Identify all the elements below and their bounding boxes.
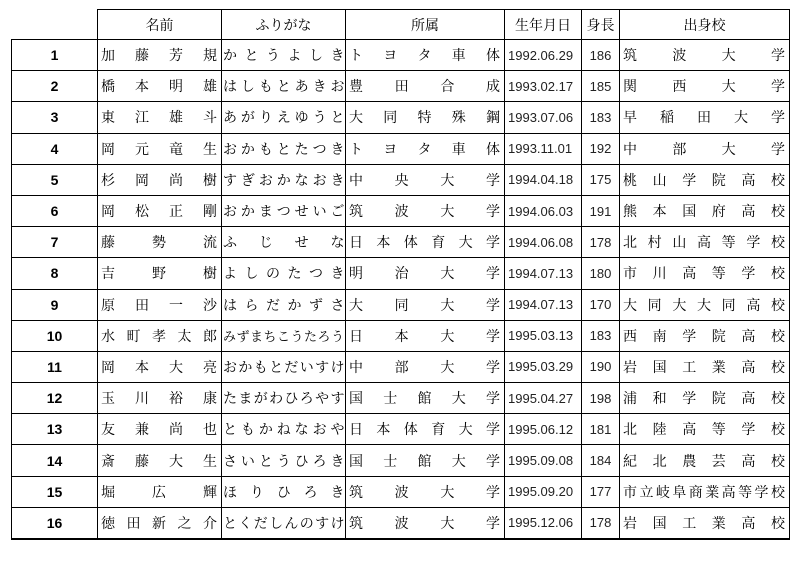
table-row (12, 445, 790, 476)
row-number: 10 (12, 320, 98, 351)
player-school: 関西大学 (620, 71, 790, 102)
row-number: 14 (12, 445, 98, 476)
player-height: 185 (582, 71, 620, 102)
player-furigana: ふじせな (222, 227, 346, 258)
row-number: 2 (12, 71, 98, 102)
player-height: 178 (582, 227, 620, 258)
player-height: 191 (582, 195, 620, 226)
row-number: 8 (12, 258, 98, 289)
player-birthdate: 1994.07.13 (505, 289, 582, 320)
player-name: 杉岡尚樹 (98, 164, 222, 195)
player-height: 178 (582, 507, 620, 538)
player-school: 浦和学院高校 (620, 383, 790, 414)
roster-table (11, 9, 790, 540)
player-school: 桃山学院高校 (620, 164, 790, 195)
player-school: 市川高等学校 (620, 258, 790, 289)
player-furigana: かとうよしき (222, 40, 346, 71)
player-school: 中部大学 (620, 133, 790, 164)
player-name: 水町孝太郎 (98, 320, 222, 351)
player-furigana: あがりえゆうと (222, 102, 346, 133)
row-number: 13 (12, 414, 98, 445)
player-birthdate: 1995.09.08 (505, 445, 582, 476)
table-row (12, 383, 790, 414)
table-row (12, 289, 790, 320)
header-team: 所属 (346, 10, 505, 40)
player-school: 筑波大学 (620, 40, 790, 71)
player-birthdate: 1993.02.17 (505, 71, 582, 102)
player-team: 明治大学 (346, 258, 505, 289)
player-furigana: おかもとだいすけ (222, 351, 346, 382)
table-row (12, 133, 790, 164)
player-name: 玉川裕康 (98, 383, 222, 414)
player-height: 177 (582, 476, 620, 507)
player-team: 大同大学 (346, 289, 505, 320)
player-school: 岩国工業高校 (620, 351, 790, 382)
table-row (12, 102, 790, 133)
player-height: 183 (582, 320, 620, 351)
player-birthdate: 1995.06.12 (505, 414, 582, 445)
player-name: 堀広輝 (98, 476, 222, 507)
player-name: 斎藤大生 (98, 445, 222, 476)
player-furigana: さいとうひろき (222, 445, 346, 476)
player-furigana: よしのたつき (222, 258, 346, 289)
player-furigana: おかまつせいご (222, 195, 346, 226)
player-school: 熊本国府高校 (620, 195, 790, 226)
player-school: 西南学院高校 (620, 320, 790, 351)
player-name: 加藤芳規 (98, 40, 222, 71)
player-team: トヨタ車体 (346, 133, 505, 164)
player-team: 国士館大学 (346, 445, 505, 476)
player-school: 大同大大同高校 (620, 289, 790, 320)
table-row (12, 195, 790, 226)
header-no (12, 10, 98, 40)
player-birthdate: 1995.03.29 (505, 351, 582, 382)
row-number: 1 (12, 40, 98, 71)
table-row (12, 320, 790, 351)
table-row (12, 164, 790, 195)
header-name: 名前 (98, 10, 222, 40)
player-birthdate: 1995.12.06 (505, 507, 582, 538)
header-dob: 生年月日 (505, 10, 582, 40)
player-furigana: たまがわひろやす (222, 383, 346, 414)
row-number: 11 (12, 351, 98, 382)
player-furigana: すぎおかなおき (222, 164, 346, 195)
player-height: 180 (582, 258, 620, 289)
player-furigana: はしもとあきお (222, 71, 346, 102)
table-row (12, 351, 790, 382)
player-name: 徳田新之介 (98, 507, 222, 538)
player-team: 中部大学 (346, 351, 505, 382)
player-school: 紀北農芸高校 (620, 445, 790, 476)
row-number: 3 (12, 102, 98, 133)
player-height: 184 (582, 445, 620, 476)
player-name: 吉野樹 (98, 258, 222, 289)
player-birthdate: 1993.07.06 (505, 102, 582, 133)
player-team: 中央大学 (346, 164, 505, 195)
player-school: 北村山高等学校 (620, 227, 790, 258)
row-number: 6 (12, 195, 98, 226)
player-furigana: みずまちこうたろう (222, 320, 346, 351)
table-row (12, 40, 790, 71)
player-furigana: ほりひろき (222, 476, 346, 507)
table-row (12, 227, 790, 258)
player-height: 175 (582, 164, 620, 195)
header-height: 身長 (582, 10, 620, 40)
player-birthdate: 1993.11.01 (505, 133, 582, 164)
player-height: 170 (582, 289, 620, 320)
player-school: 市立岐阜商業高等学校 (620, 476, 790, 507)
player-team: 豊田合成 (346, 71, 505, 102)
player-height: 183 (582, 102, 620, 133)
player-birthdate: 1994.06.03 (505, 195, 582, 226)
player-height: 181 (582, 414, 620, 445)
row-number: 9 (12, 289, 98, 320)
player-name: 東江雄斗 (98, 102, 222, 133)
table-row (12, 507, 790, 538)
player-birthdate: 1994.04.18 (505, 164, 582, 195)
player-team: 日本体育大学 (346, 414, 505, 445)
player-name: 岡元竜生 (98, 133, 222, 164)
player-furigana: おかもとたつき (222, 133, 346, 164)
table-body (12, 40, 790, 539)
player-furigana: とくだしんのすけ (222, 507, 346, 538)
player-height: 186 (582, 40, 620, 71)
player-name: 岡松正剛 (98, 195, 222, 226)
player-birthdate: 1992.06.29 (505, 40, 582, 71)
player-name: 橋本明雄 (98, 71, 222, 102)
row-number: 4 (12, 133, 98, 164)
player-team: 日本体育大学 (346, 227, 505, 258)
player-birthdate: 1994.06.08 (505, 227, 582, 258)
player-school: 早稲田大学 (620, 102, 790, 133)
row-number: 15 (12, 476, 98, 507)
player-name: 藤勢流 (98, 227, 222, 258)
player-team: 日本大学 (346, 320, 505, 351)
player-team: 筑波大学 (346, 195, 505, 226)
player-height: 190 (582, 351, 620, 382)
table-row (12, 476, 790, 507)
player-team: 筑波大学 (346, 507, 505, 538)
player-name: 原田一沙 (98, 289, 222, 320)
header-school: 出身校 (620, 10, 790, 40)
player-height: 198 (582, 383, 620, 414)
player-team: 大同特殊鋼 (346, 102, 505, 133)
player-birthdate: 1995.09.20 (505, 476, 582, 507)
player-name: 岡本大亮 (98, 351, 222, 382)
row-number: 16 (12, 507, 98, 538)
table-row (12, 71, 790, 102)
player-birthdate: 1994.07.13 (505, 258, 582, 289)
header-kana: ふりがな (222, 10, 346, 40)
player-birthdate: 1995.04.27 (505, 383, 582, 414)
header-row (12, 10, 790, 40)
player-team: トヨタ車体 (346, 40, 505, 71)
table-row (12, 414, 790, 445)
row-number: 5 (12, 164, 98, 195)
player-team: 筑波大学 (346, 476, 505, 507)
player-team: 国士館大学 (346, 383, 505, 414)
player-school: 岩国工業高校 (620, 507, 790, 538)
player-name: 友兼尚也 (98, 414, 222, 445)
table-row (12, 258, 790, 289)
player-height: 192 (582, 133, 620, 164)
player-birthdate: 1995.03.13 (505, 320, 582, 351)
row-number: 7 (12, 227, 98, 258)
player-furigana: ともかねなおや (222, 414, 346, 445)
player-school: 北陸高等学校 (620, 414, 790, 445)
row-number: 12 (12, 383, 98, 414)
player-furigana: はらだかずさ (222, 289, 346, 320)
